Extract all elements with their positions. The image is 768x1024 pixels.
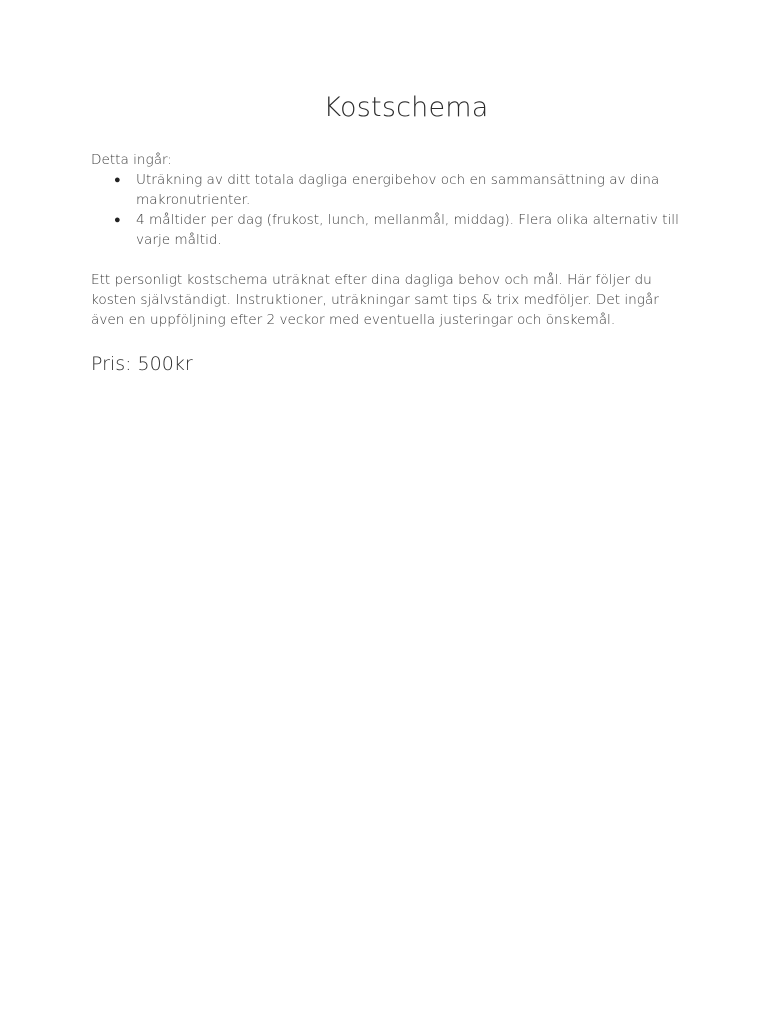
- included-list: [91, 170, 681, 250]
- included-heading: Detta ingår:: [91, 152, 172, 168]
- list-item-text: Uträkning av ditt totala dagliga energibehov och en sammansättning av dina makronutrienter.: [136, 172, 660, 208]
- page-title: Kostschema: [323, 92, 489, 123]
- list-item: [91, 210, 681, 250]
- price-label: Pris: 500kr: [91, 353, 193, 375]
- bullet-icon: ●: [114, 213, 121, 226]
- bullet-icon: ●: [114, 173, 121, 186]
- list-item-text: 4 måltider per dag (frukost, lunch, mellanmål, middag). Flera olika alternativ till varje måltid.: [136, 212, 679, 248]
- list-item: [91, 170, 681, 210]
- document-body: [91, 150, 681, 377]
- description-paragraph: Ett personligt kostschema uträknat efter dina dagliga behov och mål. Här följer du kosten självständigt. Instruktioner, uträkningar samt tips & trix medföljer. Det ingår även en uppföljning efter 2 veckor med eventuella justeringar och önskemål.: [91, 272, 659, 328]
